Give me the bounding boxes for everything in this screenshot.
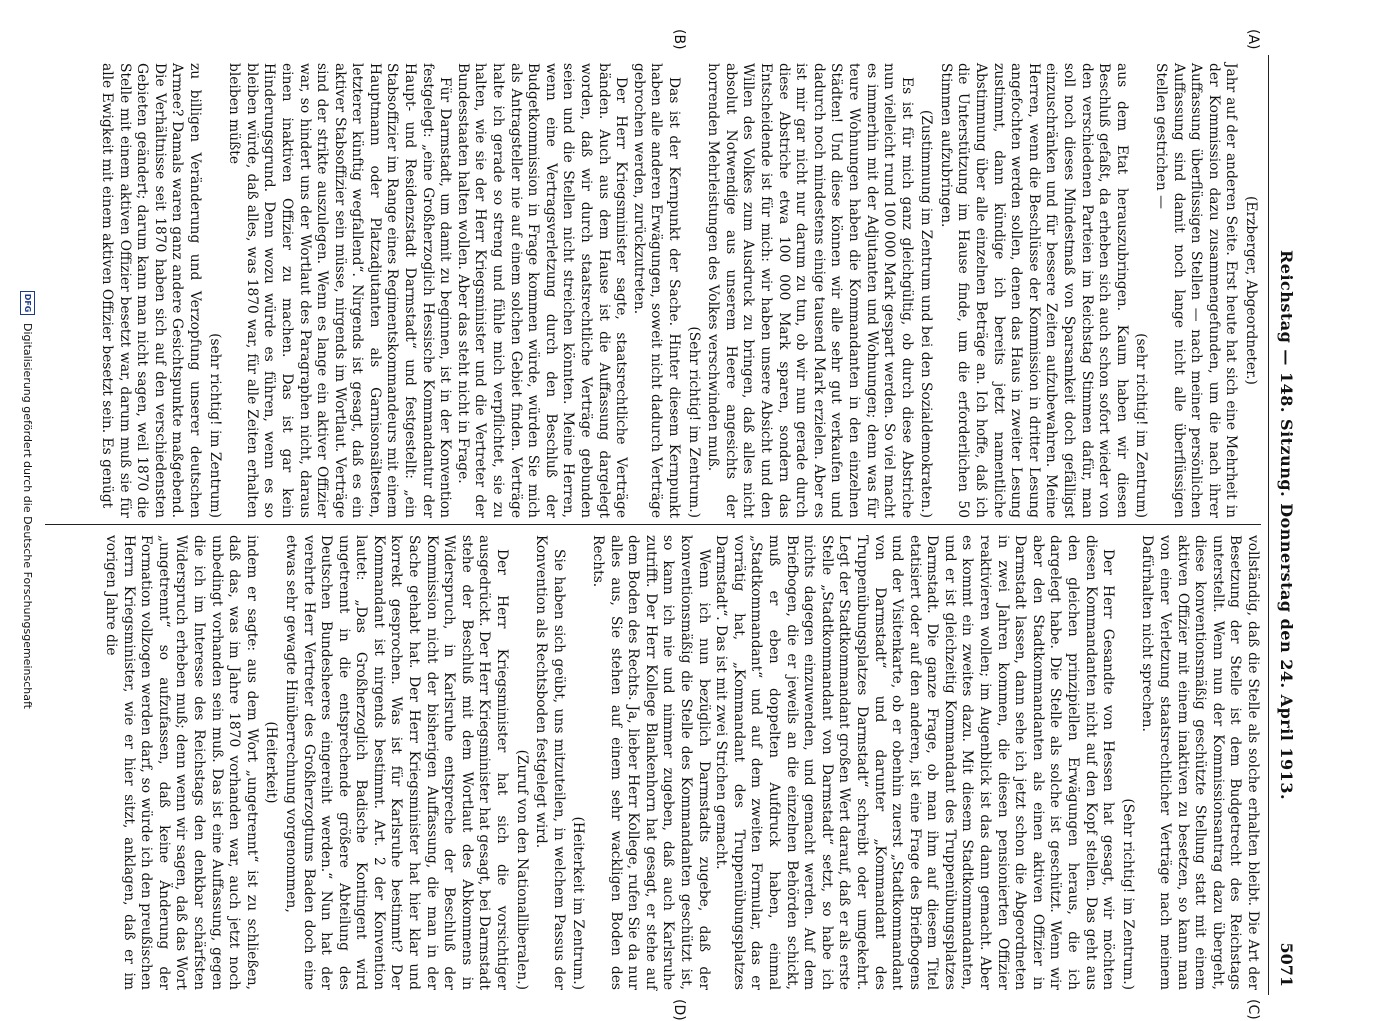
margin-marker-c: (C)	[1245, 999, 1261, 1020]
dfg-logo-icon: DFG	[21, 291, 36, 315]
left-interjection: (sehr richtig! im Zentrum)	[1133, 333, 1150, 518]
right-interjection: (Heiterkeit im Zentrum.)	[570, 816, 587, 990]
reichstag-page	[45, 29, 1305, 1021]
margin-marker-d: (D)	[671, 999, 687, 1021]
right-interjection: (Heiterkeit)	[263, 721, 280, 804]
digitization-credit-text: Digitalisierung gefördert durch die Deutsche Forschungsgemeinschaft	[21, 323, 35, 709]
left-paragraph: Der Herr Kriegsminister sagte, staatsrechtliche Verträge bänden. Auch aus dem Hause ist die Auffassung dargelegt worden, daß wir durch staatsrechtliche Verträge gebunden seien und die Stellen nicht streichen könnten. Meine Herren, wenn eine Vertragsverletzung durch den Beschluß der Budgetkommission in Frage kommen würde, würden Sie mich als Antragsteller nie auf einem solchen Gebiet finden. Verträge halte ich gerade so streng und fühle mich verpflichtet, sie zu halten, wie sie der Herr Kriegsminister und die Vertreter der Bundesstaaten halten wollen. Aber das steht nicht in Frage.	[454, 63, 630, 518]
left-paragraph: zu billigen Veränderung und Verzopfung unserer deutschen Armee? Damals waren ganz andere Gesichtspunkte maßgebend. Die Verhältnisse seit 1870 haben sich auf den verschiedensten Gebieten geändert; darum kann man nicht sagen, weil 1870 die Stelle mit einem aktiven Offizier besetzt war, darum muß sie für alle Ewigkeit mit einem aktiven Offizier besetzt sein. Es genügt	[99, 63, 203, 518]
right-paragraph: vollständig, daß die Stelle als solche erhalten bleibt. Die Art der Besetzung der Stelle ist dem Budgetrecht des Reichstags unterstellt. Wenn nun der Kommissionsantrag dazu übergeht, diese konventionsmäßig geschützte Stellung statt mit einem aktiven Offizier mit einem inaktiven zu besetzen, so kann man von einer Verletzung staatsrechtlicher Verträge nach meinem Dafürhalten nicht sprechen.	[1139, 535, 1261, 990]
left-text-column	[45, 63, 1261, 518]
right-paragraph: indem er sagte: aus dem Wort „ungetrennt“ ist zu schließen, daß das, was im Jahre 1870 vorhanden war, auch jetzt noch unbedingt vorhanden sein muß. Das ist eine Auffassung, gegen die ich im Interesse des Reichstags den denkbar schärfsten Widerspruch erheben muß; denn wenn wir sagen, daß das Wort „ungetrennt“ so aufzufassen, daß keine Änderung der Formation vollzogen werden darf, so würde ich den preußischen Herrn Kriegsminister, wie er hier sitzt, anklagen, daß er im vorigen Jahre die	[103, 535, 260, 990]
left-paragraph: aus dem Etat herauszubringen. Kaum haben wir diesen Beschluß gefaßt, da erheben sich auch schon sofort wieder von den verschiedenen Parteien im Reichstag Stimmen dafür, man soll noch dieses Mindestmaß von Sparsamkeit doch gefälligst einzuschränken und für bessere Zeiten aufzubewahren. Meine Herren, wenn die Beschlüsse der Kommission in dritter Lesung angefochten werden sollen, denen das Haus in zweiter Lesung zustimmt, dann kündige ich bereits jetzt namentliche Abstimmung über alle einzelnen Beträge an. Ich hoffe, daß ich die Unterstützung im Hause finde, um die erforderlichen 50 Stimmen aufzubringen.	[937, 63, 1130, 518]
right-paragraph: Der Herr Kriegsminister hat sich die vorsichtiger ausgedrückt. Der Herr Kriegsminister hat gesagt, bei Darmstadt stehe der Beschluß mit dem Wortlaut des Abkommens in Widerspruch, in Karlsruhe entspreche der Beschluß der Kommission nicht der bisherigen Auffassung, die man in der Sache gehabt hat. Der Herr Kriegsminister hat hier klar und korrekt gesprochen. Was ist für Karlsruhe bestimmt? Der Kommandant ist nirgends bestimmt. Art. 2 der Konvention lautet: „Das Großherzoglich Badische Kontingent wird ungetrennt in die entsprechende größere Abteilung des Deutschen Bundesheeres eingereiht werden.“ Nun hat der verehrte Herr Vertreter des Großherzogtums Baden doch eine etwas sehr gewagte Hinüberrechnung vorgenommen,	[282, 535, 511, 990]
page-number: 5071	[1277, 942, 1297, 987]
margin-marker-b: (B)	[671, 29, 687, 50]
margin-marker-a: (A)	[1245, 29, 1261, 50]
left-interjection: (Erzberger, Abgeordneter.)	[1243, 196, 1259, 385]
column-divider	[45, 524, 1261, 525]
right-paragraph: Sie haben sich geübt, uns mitzuteilen, in welchem Passus der Konvention als Rechtsboden festgelegt wird.	[533, 535, 567, 990]
left-paragraph: Es ist für mich ganz gleichgültig, ob durch diese Abstriche nun vielleicht rund 100 000 Mark gespart werden. So viel macht es immerhin mit der Adjutanten und Wohnungen; denn was für teure Wohnungen haben die Kommandanten in den einzelnen Städten! Und diese können wir alle sehr gut verkaufen und dadurch noch mindestens einige tausend Mark erzielen. Aber es ist mir gar nicht nur darum zu tun, ob wir nun gerade durch diese Abstriche etwa 100 000 Mark sparen, sondern das Entscheidende ist für mich: wir haben unsere Absicht und den Willen des Volkes zum Ausdruck zu bringen, daß alles nicht absolut Notwendige aus unserem Heere angesichts der horrenden Mehrleistungen des Volkes verschwinden muß.	[705, 63, 915, 518]
right-paragraph: Wenn ich nun bezüglich Darmstadts zugebe, daß der konventionsmäßig die Stelle des Kommandanten geschützt ist, so kann ich nie und nimmer zugeben, daß auch Karlsruhe zutrifft. Der Herr Kollege Blankenhorn hat gesagt, er stehe auf dem Boden des Rechts. Ja, lieber Herr Kollege, rufen Sie da nur alles aus, Sie stehen auf einem sehr wackligen Boden des Rechts.	[590, 535, 712, 990]
left-paragraph: Jahr auf der anderen Seite. Erst heute hat sich eine Mehrheit in der Kommission dazu zusammengefunden, um die nach ihrer Auffassung überflüssigen Stellen — nach meiner persönlichen Auffassung sind damit noch lange nicht alle überflüssigen Stellen gestrichen —	[1153, 63, 1240, 518]
right-interjection: (Zuruf von den Nationalliberalen.)	[513, 749, 530, 990]
right-paragraph: Der Herr Gesandte von Hessen hat gesagt, wir möchten diesen Kommandanten nicht auf den Kopf stellen. Das geht aus den gleichen prinzipiellen Erwägungen heraus, die ich dargelegt habe. Die Stelle als solche ist geschützt. Wenn wir aber den Stadtkommandanten als einen aktiven Offizier in Darmstadt lassen, dann sehe ich jetzt schon die Abgeordneten in zwei Jahren kommen, die diesen pensionierten Offizier reaktivieren wollen; im Augenblick ist das dann gemacht. Aber es kommt ein zweites dazu. Mit diesem Stadtkommandanten, und er ist gleichzeitig Kommandant des Truppenübungsplatzes Darmstadt. Die ganze Frage, ob man ihm auf diesem Titel etatisiert oder auf den anderen, ist eine Frage des Briefbogens und der Visitenkarte, ob er obenhin zuerst „Stadtkommandant von Darmstadt“ und darunter „Kommandant des Truppenübungsplatzes Darmstadt“ schreibt oder umgekehrt. Legt der Stadtkommandant großen Wert darauf, daß er als erste Stelle „Stadtkommandant von Darmstadt“ setzt, so habe ich nichts dagegen einzuwenden, und gemacht werden. Auf dem Briefbogen, die er jeweils an die einzelnen Behörden schickt, muß er eben doppelten Aufdruck haben, einmal „Stadtkommandant“ und auf dem zweiten Formular, das er vorrätig hat, „Kommandant des Truppenübungsplatzes Darmstadt“. Das ist mit zwei Strichen gemacht.	[713, 535, 1117, 990]
right-interjection: (Sehr richtig! im Zentrum.)	[1119, 798, 1136, 990]
left-interjection: (Sehr richtig! im Zentrum.)	[685, 326, 702, 518]
left-paragraph: Für Darmstadt, um damit zu beginnen, ist in der Konvention festgelegt: „eine Großherzoglich Hessische Kommandantur der Haupt- und Residenzstadt Darmstadt“ und festgestellt: „ein Stabsoffizier im Range eines Regimentskommandeurs mit einem Hauptmann oder Platzadjutanten als Garnisonsältesten, letzterer künftig wegfallend“. Nirgends ist gesagt, daß es ein aktiver Stabsoffizier sein müsse, nirgends im Wortlaut. Verträge sind der strikte auszulegen. Wenn es lange ein aktiver Offizier war, so hindert uns der Wortlaut des Paragraphen nicht, daraus einen inaktiven Offizier zu machen. Das ist gar kein Hinderungsgrund. Denn wozu würde es führen, wenn es so bleiben würde, daß alles, was 1870 war, für alle Zeiten erhalten bleiben müßte	[226, 63, 454, 518]
left-interjection: (Zustimmung im Zentrum und bei den Sozialdemokraten.)	[918, 109, 935, 518]
left-interjection: (sehr richtig! im Zentrum)	[206, 333, 223, 518]
page-header	[1268, 55, 1305, 995]
left-paragraph: Das ist der Kernpunkt der Sache. Hinter diesem Kernpunkt haben alle anderen Erwägungen, soweit nicht dadurch Verträge gebrochen werden, zurückzutreten.	[630, 63, 682, 518]
header-title: Reichstag — 148. Sitzung. Donnerstag den 24. April 1913.	[1277, 249, 1297, 801]
right-text-column	[45, 535, 1261, 990]
digitization-credit	[9, 0, 47, 1000]
